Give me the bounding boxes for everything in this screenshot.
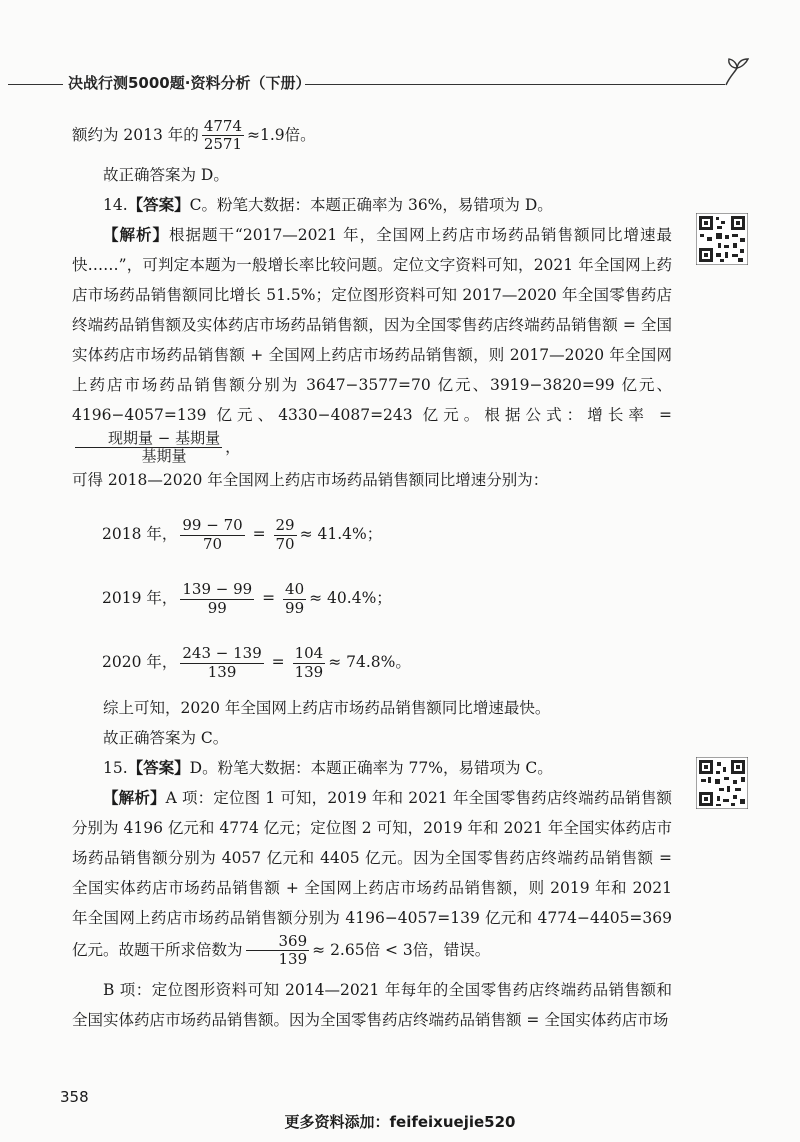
formula-2020: 2020 年， $\frac{243 - 139}{139}$ = $\frac{104}{139}$ ≈ 74.8%。 — [102, 644, 411, 681]
formula-fraction-diff — [180, 581, 254, 617]
formula-fraction-simplified — [283, 581, 306, 617]
formula-denominator: 99 — [207, 598, 227, 617]
formula-denominator: 70 — [202, 534, 223, 553]
q15-item-b: B 项：定位图形资料可知 2014—2021 年每年的全国零售药店终端药品销售额和全国实体药店市场药品销售额。因为全国零售药店终端药品销售额 = 全国实体药店市场 — [72, 980, 672, 1029]
q14-answer-text: C。粉笔大数据：本题正确率为 36%，易错项为 D。 — [189, 195, 553, 214]
growth-rate-suffix: ， — [225, 437, 241, 456]
q14-answer-label: 【答案】 — [127, 194, 190, 214]
header-rule-right — [305, 84, 725, 85]
ratio-denominator: 139 — [278, 950, 308, 969]
formula-fraction-simplified — [274, 517, 297, 553]
formula-numerator: 99 − 70 — [182, 516, 243, 535]
qr-code-q14[interactable] — [696, 213, 748, 265]
formula-2018: 2018 年， $\frac{99 - 70}{70}$ = $\frac{29}{70}$ ≈ 41.4%； — [102, 516, 383, 553]
top-continuation — [72, 118, 672, 154]
q15-answer-label: 【答案】 — [127, 758, 190, 777]
q15-analysis — [72, 783, 672, 969]
qr-code-q15[interactable] — [696, 757, 748, 809]
q14-summary: 综上可知，2020 年全国网上药店市场药品销售额同比增速最快。 — [103, 699, 551, 717]
ratio-suffix: ≈ 2.65倍 < 3倍，错误。 — [312, 940, 491, 959]
growth-rate-numerator: 现期量 − 基期量 — [75, 430, 222, 448]
formula-fraction-simplified — [293, 645, 326, 681]
page-body — [72, 118, 672, 1035]
q15-analysis-text: A 项：定位图 1 可知，2019 年和 2021 年全国零售药店终端药品销售额分别为 4196 亿元和 4774 亿元；定位图 2 可知，2019 年和 2021 年全国实体药店市场药品销售额分别为 4057 亿元和 4405 亿元。因为全国零售药店终端药品销售额 = 全国实体药店市场药品销售额 + 全国网上药店市场药品销售额，则 2019 年和 2021 年全国网上药店市场药品销售额分别为 4196−4057=139 亿元和 4774−4405=369 亿元。故题干所求倍数为 — [72, 789, 672, 959]
footer-contact-note: 更多资料添加：feifeixuejie520 — [284, 1113, 516, 1131]
top-text-prefix: 额约为 2013 年的 — [72, 125, 199, 144]
top-fraction — [202, 118, 244, 154]
q14-answer — [72, 190, 672, 220]
header-rule-left — [8, 84, 63, 85]
formula-numerator: 40 — [285, 580, 305, 599]
q15-analysis-label: 【解析】 — [103, 788, 166, 807]
growth-rate-denominator: 基期量 — [141, 446, 187, 465]
growth-rate-fraction — [75, 430, 222, 466]
q14-intro: 可得 2018—2020 年全国网上药店市场药品销售额同比增速分别为： — [72, 471, 549, 489]
q14-number: 14. — [103, 195, 128, 214]
formula-result: ≈ 40.4%； — [309, 589, 392, 607]
q15-number: 15. — [103, 759, 128, 777]
ratio-numerator: 369 — [246, 933, 310, 951]
formula-year: 2019 年， — [102, 589, 178, 607]
formula-result: ≈ 41.4%； — [299, 525, 383, 543]
sprout-icon — [722, 56, 752, 90]
formula-numerator: 104 — [294, 644, 324, 663]
page-number: 358 — [60, 1088, 89, 1106]
formula-denominator: 70 — [275, 534, 295, 553]
formula-fraction-diff — [180, 645, 263, 681]
formula-result: ≈ 74.8%。 — [328, 653, 411, 671]
running-header-title: 决战行测5000题·资料分析（下册） — [68, 74, 311, 92]
q14-analysis-label: 【解析】 — [103, 224, 169, 244]
top-text-suffix: ≈1.9倍。 — [247, 125, 316, 144]
formula-denominator: 99 — [285, 598, 305, 617]
top-fraction-numerator: 4774 — [203, 117, 242, 135]
q14-analysis — [72, 220, 672, 466]
formula-denominator: 139 — [294, 662, 324, 681]
formula-numerator: 243 − 139 — [182, 644, 262, 663]
formula-numerator: 29 — [275, 516, 295, 535]
q14-analysis-text: 根据题干“2017—2021 年，全国网上药店市场药品销售额同比增速最快……”，可判定本题为一般增长率比较问题。定位文字资料可知，2021 年全国网上药店市场药品销售额同比增长 51.5%；定位图形资料可知 2017—2020 年全国零售药店终端药品销售额及实体药店市场药品销售额，因为全国零售药店终端药品销售额 = 全国实体药店市场药品销售额 + 全国网上药店市场药品销售额，则 2017—2020 年全国网上药店市场药品销售额分别为 3647−3577=70 亿元、3919−3820=99 亿元、4196−4057=139 亿元、4330−4087=243 亿元。根据公式：增长率 = — [72, 225, 672, 424]
formula-denominator: 139 — [207, 662, 237, 681]
formula-year: 2018 年， — [102, 525, 178, 543]
formula-fraction-diff — [180, 517, 244, 553]
formula-2019: 2019 年， $\frac{139 - 99}{99}$ = $\frac{40}{99}$ ≈ 40.4%； — [102, 580, 392, 617]
q15-answer — [72, 753, 672, 783]
top-fraction-denominator: 2571 — [203, 135, 242, 154]
formula-numerator: 139 − 99 — [182, 580, 253, 599]
q15-answer-text: D。粉笔大数据：本题正确率为 77%，易错项为 C。 — [189, 759, 553, 777]
ratio-fraction — [246, 933, 310, 969]
q14-conclusion: 故正确答案为 C。 — [103, 729, 229, 747]
top-conclusion: 故正确答案为 D。 — [103, 165, 229, 184]
formula-year: 2020 年， — [102, 653, 178, 671]
